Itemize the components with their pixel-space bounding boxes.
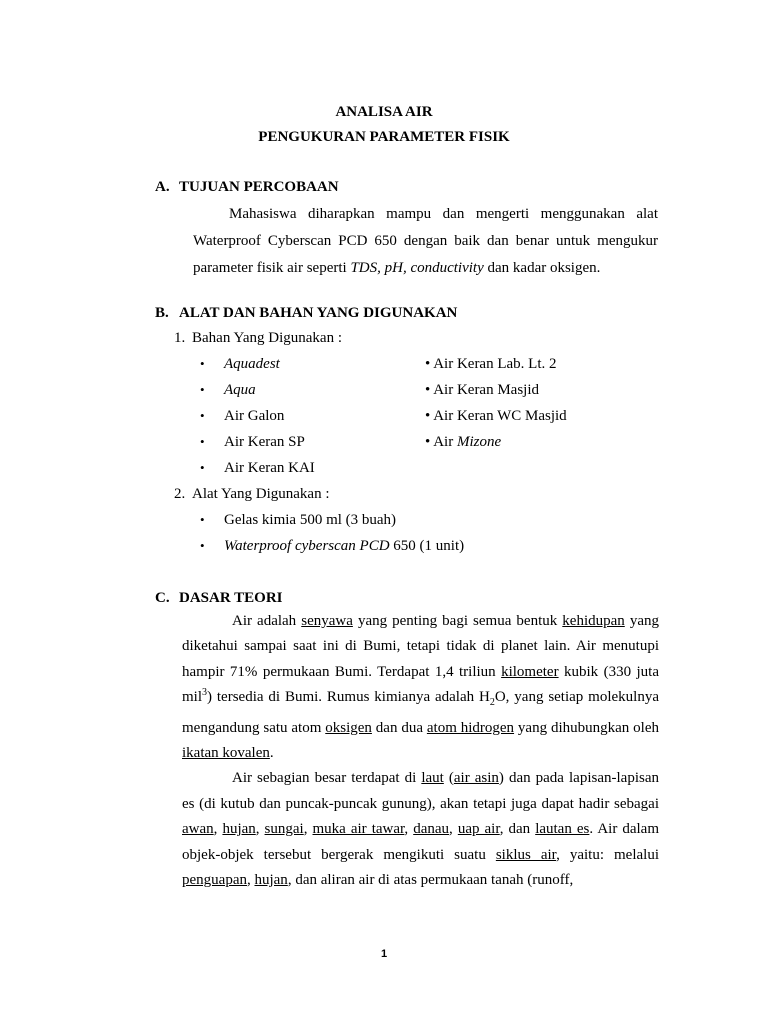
paragraph-2: Air sebagian besar terdapat di laut (air asin) dan pada lapisan-lapisan es (di kutub dan puncak-puncak gunung), akan tetapi juga dapat hadir sebagai awan, hujan, sungai, muka air tawar, danau, uap air, dan lautan es. Air dalam objek-objek tersebut bergerak mengikuti suatu siklus air, yaitu: melalui penguapan, hujan, dan aliran air di atas permukaan tanah (runoff, [182, 770, 660, 889]
link-uap-air[interactable]: uap air [457, 821, 500, 838]
list-item [200, 538, 464, 555]
text: ) tersedia di Bumi. Rumus kimianya adalah H [207, 689, 490, 706]
list-item [200, 356, 280, 373]
link-sungai[interactable]: sungai [264, 821, 304, 838]
bullet-icon: • [425, 408, 431, 424]
link-siklus-air[interactable]: siklus air [495, 846, 557, 863]
link-awan[interactable]: awan [182, 821, 214, 838]
alat-number: 2. [174, 486, 186, 502]
link-kilometer[interactable]: kilometer [501, 663, 559, 680]
link-air-asin[interactable]: air asin [453, 770, 499, 787]
text: yang diketahui sampai saat ini di Bumi, tetapi tidak di planet lain. Air menutupi hampir 71% permukaan Bumi. Terdapat 1,4 triliun [182, 613, 659, 680]
list-item-text: Air Galon [224, 408, 285, 424]
list-item-text: Air Keran KAI [224, 460, 315, 476]
link-oksigen[interactable]: oksigen [325, 719, 372, 736]
list-item [200, 408, 284, 425]
link-penguapan[interactable]: penguapan [182, 872, 247, 889]
section-a-text-2: dan kadar oksigen. [483, 260, 601, 276]
superscript: 3 [202, 687, 208, 699]
link-senyawa[interactable]: senyawa [301, 613, 353, 629]
document-title: ANALISA AIR [335, 104, 433, 120]
list-item [425, 408, 567, 425]
link-lautan-es[interactable]: lautan es [535, 821, 590, 838]
bullet-icon: • [200, 538, 205, 553]
page-number: 1 [380, 948, 388, 960]
list-item-text-italic: Waterproof cyberscan PCD [224, 538, 390, 554]
section-a-text-1: Mahasiswa diharapkan mampu dan mengerti menggunakan alat Waterproof Cyberscan PCD 650 dengan baik dan benar untuk mengukur parameter fisik air seperti [193, 206, 658, 276]
list-item [425, 434, 501, 451]
link-muka-air-tawar[interactable]: muka air tawar [312, 821, 405, 838]
text: O, yang setiap molekulnya mengandung satu atom [182, 689, 659, 736]
list-item [425, 382, 539, 399]
text: . Air dalam objek-objek tersebut bergerak mengikuti suatu [182, 821, 659, 863]
list-item [425, 356, 557, 373]
link-kehidupan[interactable]: kehidupan [562, 613, 625, 629]
section-a-letter: A. [155, 179, 170, 195]
text: yang dihubungkan oleh [514, 719, 659, 736]
list-item-text: Gelas kimia 500 ml (3 buah) [224, 512, 397, 528]
document-subtitle: PENGUKURAN PARAMETER FISIK [258, 129, 510, 145]
section-b-letter: B. [155, 305, 169, 321]
bahan-number: 1. [174, 330, 186, 346]
bullet-icon: • [200, 408, 205, 423]
section-a-paragraph [193, 201, 658, 282]
bullet-icon: • [425, 356, 431, 372]
list-item-text: Aquadest [224, 356, 280, 372]
bullet-icon: • [200, 460, 205, 475]
bullet-icon: • [200, 356, 205, 371]
list-item-text: Air Keran Masjid [433, 382, 540, 398]
section-b-title: ALAT DAN BAHAN YANG DIGUNAKAN [179, 305, 458, 321]
link-danau[interactable]: danau [413, 821, 450, 838]
link-hujan-2[interactable]: hujan [254, 872, 288, 889]
text: ( [443, 770, 454, 787]
list-item [200, 382, 256, 399]
bullet-icon: • [200, 382, 205, 397]
list-item-text: Air Keran Lab. Lt. 2 [433, 356, 557, 372]
text: Air adalah [232, 613, 302, 629]
section-a-text-italic: TDS, pH, conductivity [350, 260, 484, 276]
subscript: 2 [489, 697, 495, 709]
list-item-text-italic: Mizone [456, 434, 502, 450]
bahan-label [174, 330, 342, 347]
text: dan dua [371, 719, 427, 736]
bullet-icon: • [425, 434, 431, 450]
list-item-text: 650 (1 unit) [389, 538, 465, 554]
list-item-text: Air Keran SP [224, 434, 305, 450]
list-item [200, 434, 305, 451]
paragraph-1 [182, 609, 659, 766]
section-a-title: TUJUAN PERCOBAAN [179, 179, 339, 195]
text: yang penting bagi semua bentuk [352, 613, 563, 629]
link-ikatan-kovalen[interactable]: ikatan kovalen [182, 745, 270, 762]
list-item-text: Air Keran WC Masjid [433, 408, 567, 424]
link-laut[interactable]: laut [421, 770, 444, 787]
dasar-teori-body [182, 609, 659, 893]
section-a-heading [155, 179, 339, 196]
text: ) dan pada lapisan-lapisan es (di kutub dan puncak-puncak gunung), akan tetapi juga dapat hadir sebagai [182, 770, 659, 812]
link-atom-hidrogen[interactable]: atom hidrogen [426, 719, 515, 736]
text: . [269, 745, 274, 762]
list-item [200, 460, 315, 477]
bullet-icon: • [200, 434, 205, 449]
text: kubik (330 juta mil [182, 663, 660, 706]
section-c-heading [155, 590, 283, 607]
alat-label [174, 486, 330, 503]
bullet-icon: • [200, 512, 205, 527]
list-item-text: Aqua [224, 382, 256, 398]
section-c-letter: C. [155, 590, 170, 606]
list-item [200, 512, 396, 529]
text: Air sebagian besar terdapat di [232, 770, 422, 787]
section-c-title: DASAR TEORI [179, 590, 283, 606]
bullet-icon: • [425, 382, 431, 398]
bahan-label-text: Bahan Yang Digunakan : [192, 330, 342, 346]
text: , dan aliran air di atas permukaan tanah (runoff, [287, 872, 574, 889]
list-item-text: Air [433, 434, 457, 450]
link-hujan[interactable]: hujan [222, 821, 256, 838]
text: , yaitu: melalui [556, 846, 660, 863]
alat-label-text: Alat Yang Digunakan : [192, 486, 330, 502]
section-b-heading [155, 305, 457, 322]
